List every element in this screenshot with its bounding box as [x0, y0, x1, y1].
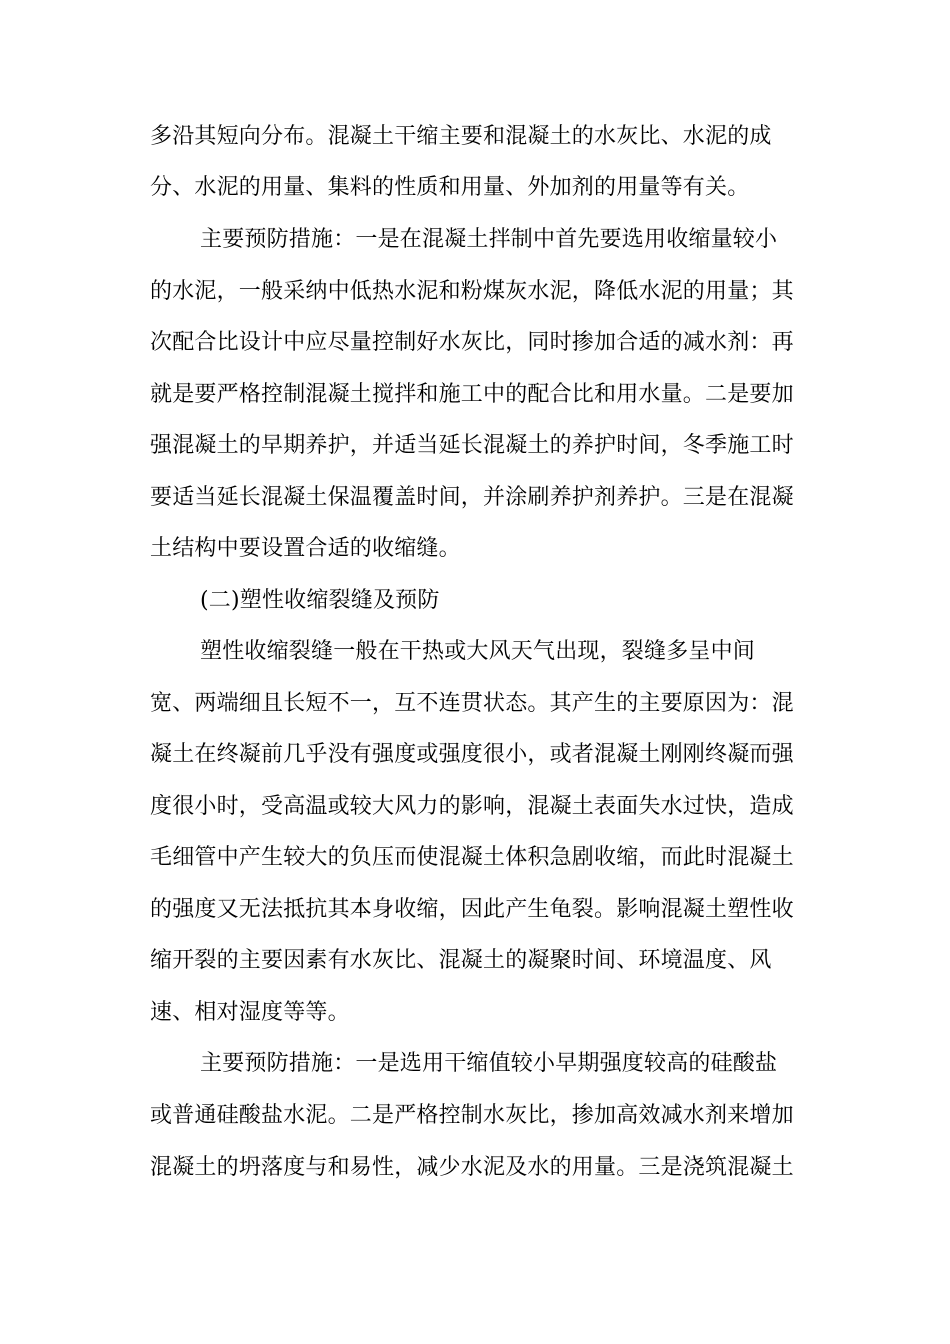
text-line: 混凝土的坍落度与和易性，减少水泥及水的用量。三是浇筑混凝土	[150, 1155, 794, 1180]
text-line: 要适当延长混凝土保温覆盖时间，并涂刷养护剂养护。三是在混凝	[150, 485, 794, 510]
text-line: 毛细管中产生较大的负压而使混凝土体积急剧收缩，而此时混凝土	[150, 845, 794, 870]
text-line: 或普通硅酸盐水泥。二是严格控制水灰比，掺加高效减水剂来增加	[150, 1103, 794, 1128]
text-line: 土结构中要设置合适的收缩缝。	[150, 536, 461, 561]
text-line: 度很小时，受高温或较大风力的影响，混凝土表面失水过快，造成	[150, 794, 794, 819]
text-line: 的水泥，一般采纳中低热水泥和粉煤灰水泥，降低水泥的用量；其	[150, 279, 794, 304]
text-line: 缩开裂的主要因素有水灰比、混凝土的凝聚时间、环境温度、风	[150, 948, 772, 973]
section-heading: (二)塑性收缩裂缝及预防	[200, 588, 440, 613]
text-line: 就是要严格控制混凝土搅拌和施工中的配合比和用水量。二是要加	[150, 382, 794, 407]
paragraph-first-line: 塑性收缩裂缝一般在干热或大风天气出现，裂缝多呈中间	[200, 639, 756, 664]
text-line: 凝土在终凝前几乎没有强度或强度很小，或者混凝土刚刚终凝而强	[150, 742, 794, 767]
text-line: 速、相对湿度等等。	[150, 1000, 350, 1025]
text-line: 的强度又无法抵抗其本身收缩，因此产生龟裂。影响混凝土塑性收	[150, 897, 794, 922]
paragraph-first-line: 主要预防措施：一是在混凝土拌制中首先要选用收缩量较小	[200, 227, 778, 252]
text-line: 宽、两端细且长短不一，互不连贯状态。其产生的主要原因为：混	[150, 691, 794, 716]
text-line: 分、水泥的用量、集料的性质和用量、外加剂的用量等有关。	[150, 175, 750, 200]
paragraph-first-line: 主要预防措施：一是选用干缩值较小早期强度较高的硅酸盐	[200, 1051, 778, 1076]
text-line: 多沿其短向分布。混凝土干缩主要和混凝土的水灰比、水泥的成	[150, 124, 772, 149]
text-line: 强混凝土的早期养护，并适当延长混凝土的养护时间，冬季施工时	[150, 433, 794, 458]
text-line: 次配合比设计中应尽量控制好水灰比，同时掺加合适的减水剂：再	[150, 330, 794, 355]
